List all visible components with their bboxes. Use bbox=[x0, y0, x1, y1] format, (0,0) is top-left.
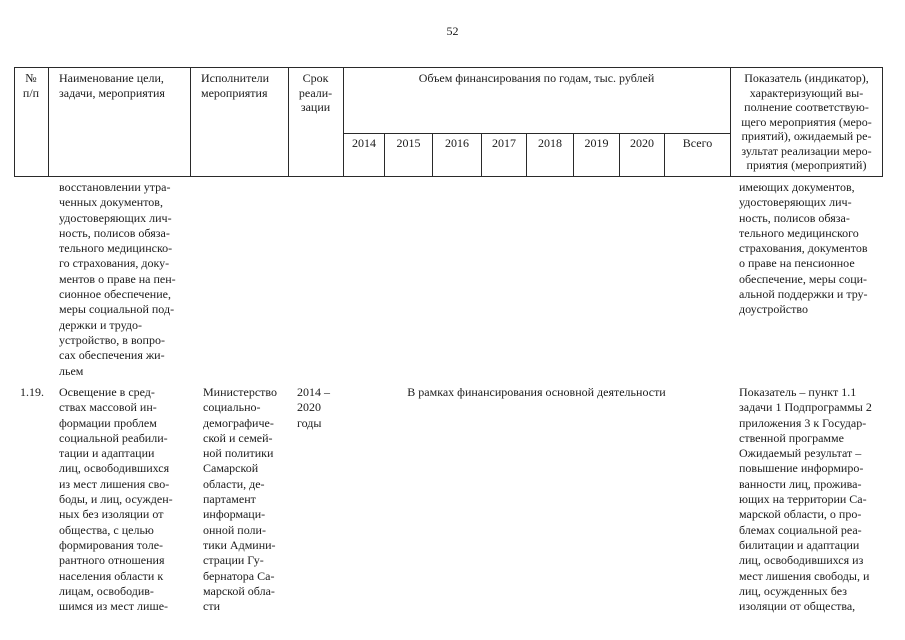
year-cell: 2014 bbox=[352, 136, 376, 150]
header-funding: Объем финансирования по годам, тыс. рублей bbox=[418, 71, 655, 85]
row-executors: Министерство социально- демографиче- ской и семей- ной политики Самарской области, де- партамент информаци- онной поли- тики Админи- страции Гу- бернатора Са- марской обла- сти bbox=[203, 385, 277, 614]
continuation-indicator: имеющих документов, удостоверяющих лич- ность, полисов обяза- тельного медицинского страхования, документов о праве на пенсионное обеспечение, меры соци- альной поддержки и тру- доустройство bbox=[739, 180, 868, 317]
year-cell: 2017 bbox=[492, 136, 516, 150]
row-indicator: Показатель – пункт 1.1 задачи 1 Подпрограммы 2 приложения 3 к Государ- ственной программе Ожидаемый результат – повышение информиро- ванности лиц, прожива- ющих на территории Са- марской области, о про- блемах социальной реа- билитации и адаптации лиц, освободившихся из мест лишения свободы, и лиц, осужденных без изоляции от общества, bbox=[739, 385, 872, 614]
header-indicator: Показатель (индикатор), характеризующий вы- полнение соответствую- щего мероприятия (меро- приятий), ожидаемый ре- зультат реализации меро- приятия (мероприятий) bbox=[741, 71, 872, 172]
row-name: Освещение в сред- ствах массовой ин- формации проблем социальной реабили- тации и адаптации лиц, освободившихся из мест лишения сво- боды, и лиц, осужден- ных без изоляции от общества, с целью формирования толе- рантного отношения населения области к лицам, освободив- шимся из мест лише- bbox=[59, 385, 173, 614]
page-number: 52 bbox=[446, 24, 459, 38]
year-cell: 2018 bbox=[538, 136, 562, 150]
year-cell: 2015 bbox=[396, 136, 421, 150]
header-executors: Исполнители мероприятия bbox=[201, 71, 270, 100]
header-num: № п/п bbox=[22, 71, 40, 100]
year-cell: 2020 bbox=[630, 136, 654, 150]
row-number: 1.19. bbox=[20, 385, 44, 399]
year-cell: 2019 bbox=[584, 136, 609, 150]
row-funding: В рамках финансирования основной деятельности bbox=[407, 385, 666, 399]
header-term: Срок реали- зации bbox=[298, 71, 333, 114]
row-term: 2014 – 2020 годы bbox=[297, 385, 330, 430]
year-cell: 2016 bbox=[445, 136, 469, 150]
year-cell: Всего bbox=[682, 136, 713, 150]
header-name: Наименование цели, задачи, мероприятия bbox=[59, 71, 165, 100]
continuation-name: восстановлении утра- ченных документов, удостоверяющих лич- ность, полисов обяза- тельного медицинско- го страхования, доку- ментов о праве на пен- сионное обеспечение, меры социальной под- держки и трудо- устройство, в вопро- сах обеспечения жи- льем bbox=[59, 180, 176, 378]
